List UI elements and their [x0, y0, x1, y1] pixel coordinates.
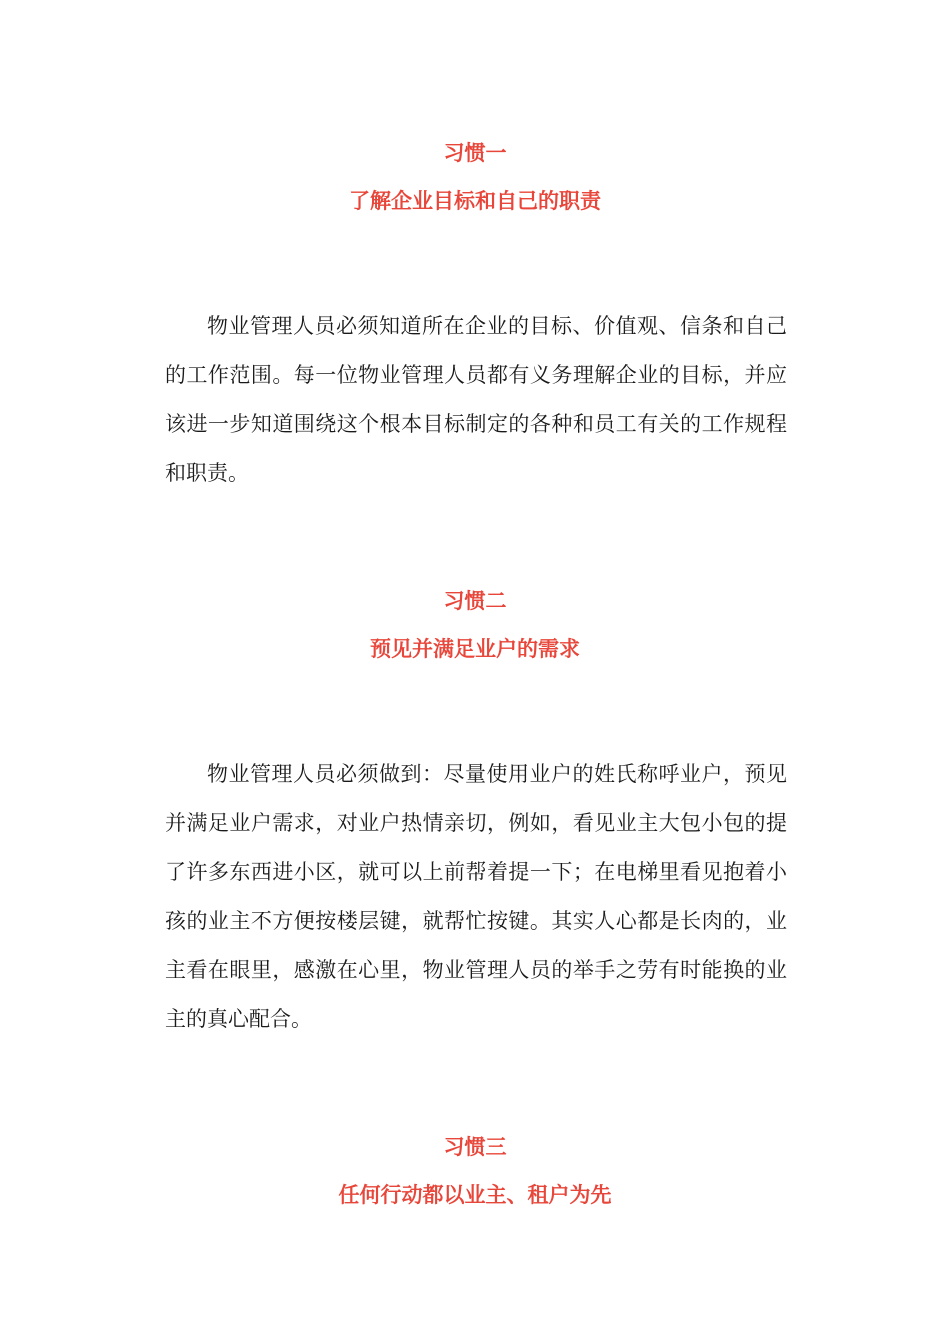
section-3-number-title: 习惯三 [443, 1135, 507, 1159]
section-2-subtitle: 预见并满足业户的需求 [370, 637, 580, 661]
section-1-number-title: 习惯一 [443, 141, 507, 165]
section-3-subtitle: 任何行动都以业主、租户为先 [338, 1183, 612, 1207]
section-2-body: 物业管理人员必须做到：尽量使用业户的姓氏称呼业户，预见并满足业户需求，对业户热情亲切，例如，看见业主大包小包的提了许多东西进小区，就可以上前帮着提一下；在电梯里看见抱着小孩的业主不方便按楼层键，就帮忙按键。其实人心都是长肉的，业主看在眼里，感激在心里，物业管理人员的举手之劳有时能换的业主的真心配合。 [165, 762, 787, 1031]
section-1-subtitle: 了解企业目标和自己的职责 [349, 189, 601, 213]
section-2-number-title: 习惯二 [443, 589, 507, 613]
section-1-body: 物业管理人员必须知道所在企业的目标、价值观、信条和自己的工作范围。每一位物业管理人员都有义务理解企业的目标，并应该进一步知道围绕这个根本目标制定的各种和员工有关的工作规程和职责。 [165, 314, 787, 485]
